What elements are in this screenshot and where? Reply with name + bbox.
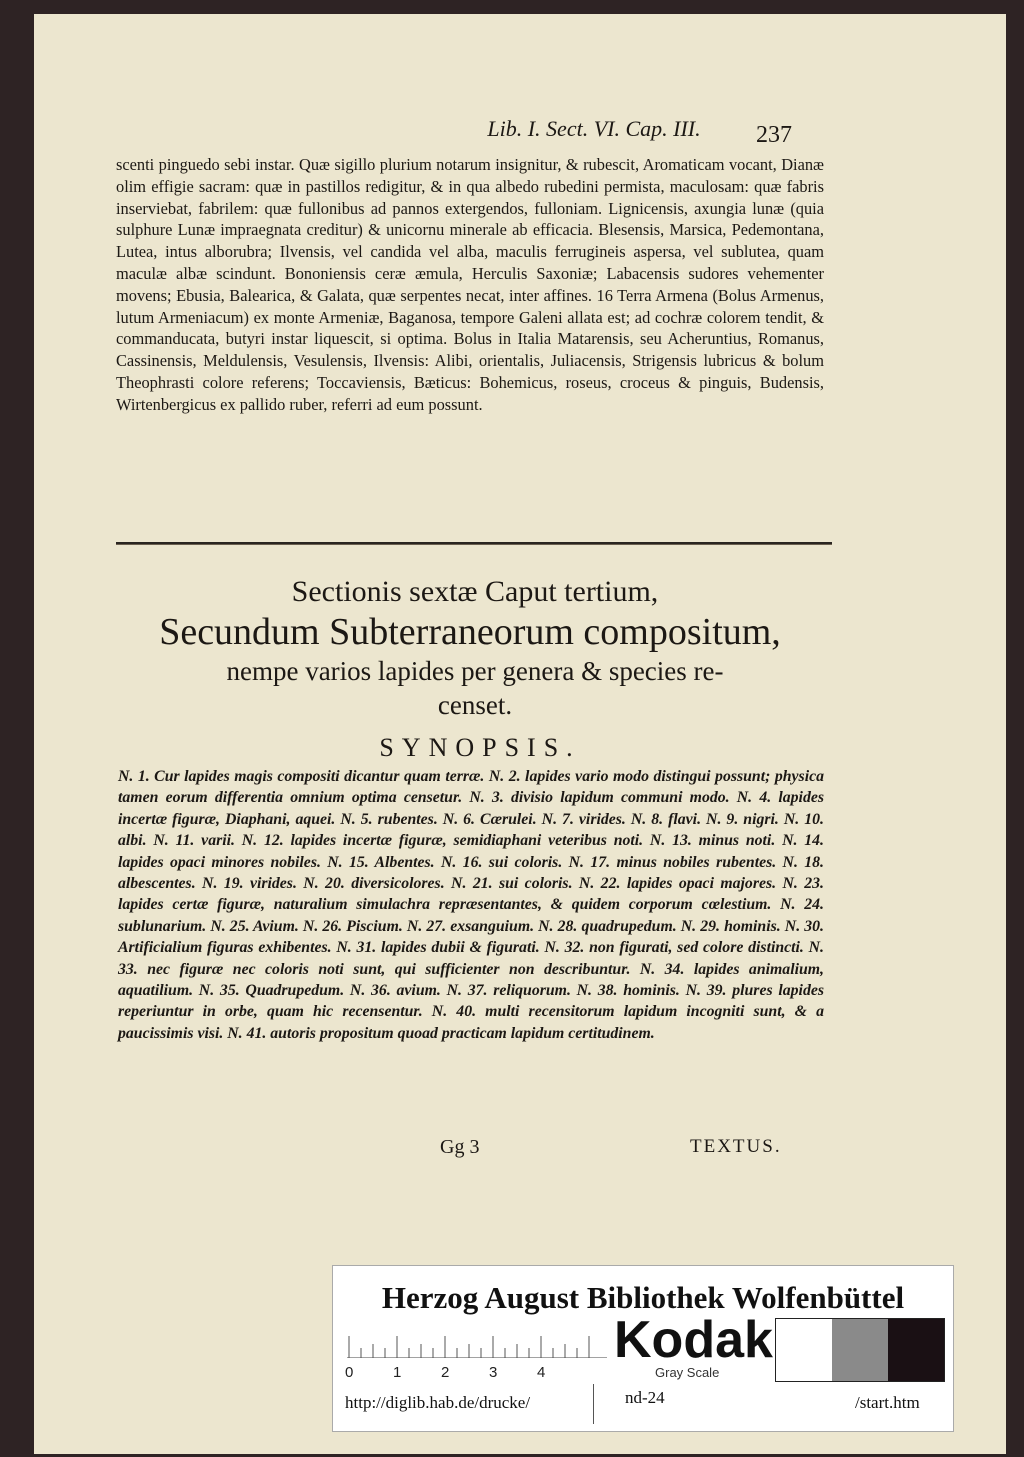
library-name: Herzog August Bibliothek Wolfenbüttel (381, 1280, 905, 1315)
section-heading: Sectionis sextæ Caput tertium, (291, 575, 659, 608)
scanned-page (34, 14, 1006, 1454)
synopsis-block (118, 766, 824, 1044)
tick-label: 1 (393, 1364, 402, 1381)
catchword: TEXTUS. (690, 1136, 782, 1157)
tick-label: 3 (489, 1364, 498, 1381)
subtitle-line-1: nempe varios lapides per genera & species re- (226, 656, 724, 686)
tick-label: 2 (441, 1364, 450, 1381)
card-divider (593, 1384, 594, 1424)
tick-label: 0 (345, 1364, 354, 1381)
gray-scale-swatches (775, 1318, 945, 1382)
swatch-white (776, 1319, 832, 1381)
body-paragraph (116, 154, 824, 416)
url-prefix: http://diglib.hab.de/drucke/ (345, 1393, 531, 1412)
shelfmark: nd-24 (625, 1388, 665, 1407)
signature-mark: Gg 3 (440, 1136, 480, 1158)
synopsis-text: N. 1. Cur lapides magis compositi dicantur quam terræ. N. 2. lapides vario modo distingui possunt; physica tamen eorum differentia omnium optima censetur. N. 3. divisio lapidum communi modo. N. 4. lapides incertæ figuræ, Diaphani, aquei. N. 5. rubentes. N. 6. Cærulei. N. 7. virides. N. 8. flavi. N. 9. nigri. N. 10. albi. N. 11. varii. N. 12. lapides incertæ figuræ, semidiaphani veteribus noti. N. 13. minus noti. N. 14. lapides opaci minores nobiles. N. 15. Albentes. N. 16. sui coloris. N. 17. minus nobiles rubentes. N. 18. albescentes. N. 19. virides. N. 20. diversicolores. N. 21. sui coloris. N. 22. lapides opaci majores. N. 23. lapides certæ figuræ, naturalium simulachra repræsentantes, & quidem corporum cœlestium. N. 24. sublunarium. N. 25. Avium. N. 26. Piscium. N. 27. exsanguium. N. 28. quadrupedum. N. 29. hominis. N. 30. Artificialium figuras exhibentes. N. 31. lapides dubii & figurati. N. 32. non figurati, sed colore distincti. N. 33. nec figuræ nec coloris noti sunt, qui sufficienter non describuntur. N. 34. lapides animalium, aquatilium. N. 35. Quadrupedum. N. 36. avium. N. 37. reliquorum. N. 38. hominis. N. 39. plures lapides reperiuntur in orbe, quam hic recensentur. N. 40. multi recensitorum lapidum incogniti sunt, & a paucissimis visi. N. 41. autoris propositum quoad practicam lapidum certitudinem. (118, 768, 824, 1042)
chapter-subtitle (130, 654, 820, 722)
chapter-title: Secundum Subterraneorum compositum, (159, 611, 781, 653)
section-divider (116, 542, 832, 545)
running-title: Lib. I. Sect. VI. Cap. III. (487, 116, 701, 141)
ruler-icon (347, 1328, 607, 1358)
subtitle-line-2: censet. (437, 690, 513, 720)
swatch-black (888, 1319, 944, 1381)
gray-scale-label: Gray Scale (655, 1365, 720, 1380)
page-number: 237 (756, 122, 792, 148)
body-text: scenti pinguedo sebi instar. Quæ sigillo plurium notarum insignitur, & rubescit, Aromaticam vocant, Dianæ olim effigie sacram: quæ in pastillos redigitur, & in qua albedo rubedini permista, maculosam: quæ fabris inserviebat, fabrilem: quæ fullonibus ad pannos extergendos, fulloniam. Lignicensis, axungia lunæ (quia sulphure Lunæ impraegnata creditur) & unicornu minerale ab efficacia. Blesensis, Marsica, Pedemontana, Lutea, intus alborubra; Ilvensis, vel candida vel alba, maculis ferrugineis aspersa, vel sublutea, quam maculæ albæ scindunt. Bononiensis ceræ æmula, Herculis Saxoniæ; Labacensis sudores vehementer movens; Ebusia, Balearica, & Galata, quæ serpentes necat, inter affines. 16 Terra Armena (Bolus Armenus, lutum Armeniacum) ex monte Armeniæ, Baganosa, tempore Galeni allata est; ad cochræ colorem tendit, & commanducata, butyri instar liquescit, si optima. Bolus in Italia Matarensis, seu Acheruntius, Romanus, Cassinensis, Meldulensis, Vesulensis, Ilvensis: Alibi, orientalis, Juliacensis, Strigensis lubricus & bolum Theophrasti colore referens; Toccaviensis, Bæticus: Bohemicus, roseus, croceus & pinguis, Budensis, Wirtenbergicus ex pallido ruber, referri ad eum possunt. (116, 155, 824, 414)
archive-label-card (332, 1265, 954, 1432)
kodak-logo: Kodak (614, 1311, 773, 1369)
tick-label: 4 (537, 1364, 546, 1381)
url-suffix: /start.htm (855, 1393, 920, 1412)
ruler-numbers (333, 1364, 613, 1384)
synopsis-heading: SYNOPSIS. (379, 733, 581, 762)
swatch-gray (832, 1319, 888, 1381)
